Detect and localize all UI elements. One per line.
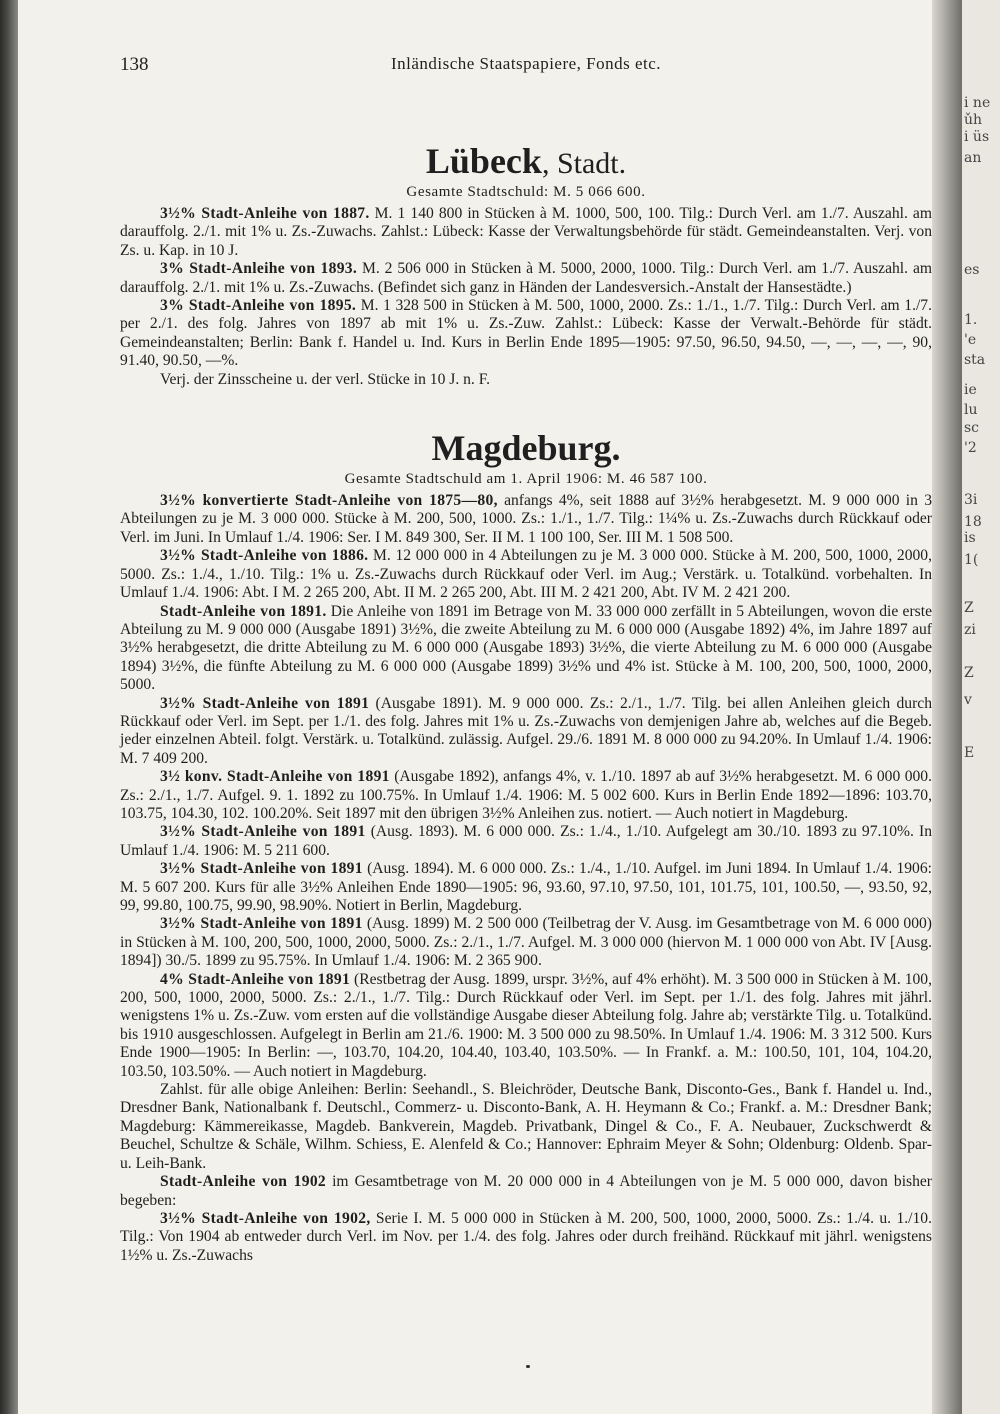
- loan-details: (Ausgabe 1891). M. 9 000 000. Zs.: 2./1., 1./7. Tilg. bei allen Anleihen gleich durch Rückkauf oder Verl. im Sept. per 1./1. des folg. Jahres mit 1% u. Zs.-Zuwachs von demjenigen Jahre ab, welches auf die Begeb. jeder einzelnen Abteil. folgt. Verstärk. u. Totalkünd. zulässig. Aufgel. 29./6. 1891 M. 8 000 000 zu 94.20%. In Umlauf 1./4. 1906: M. 7 409 200.: [120, 694, 932, 767]
- loan-entry: [120, 1173, 932, 1210]
- city-section: [120, 427, 932, 1265]
- loan-details: im Gesamtbetrage von M. 20 000 000 in 4 Abteilungen von je M. 5 000 000, davon bisher begeben:: [120, 1173, 933, 1209]
- page-gutter-shadow: [932, 0, 962, 1414]
- loan-heading: 3½% Stadt-Anleihe von 1887.: [160, 205, 370, 222]
- page-number: 138: [120, 54, 149, 75]
- loan-details: Verj. der Zinsscheine u. der verl. Stücke in 10 J. n. F.: [160, 370, 491, 388]
- loan-entry: [120, 768, 932, 823]
- facing-page-fragment: sc: [964, 420, 980, 436]
- city-title: [120, 427, 932, 469]
- facing-page-fragment: Z: [964, 600, 974, 616]
- facing-page-fragment: sta: [964, 352, 986, 368]
- loan-heading: 3% Stadt-Anleihe von 1893.: [160, 260, 358, 278]
- facing-page-fragment: 3i: [964, 492, 978, 508]
- facing-page-fragment: 18: [964, 514, 982, 530]
- print-mark: [526, 1365, 530, 1368]
- running-head: Inländische Staatspapiere, Fonds etc.: [390, 54, 662, 73]
- loan-details: M. 1 328 500 in Stücken à M. 500, 1000, 2000. Zs.: 1./1., 1./7. Tilg.: Durch Verl. am 1./7. per 2./1. des folg. Jahres von 1897 ab mit 1% u. Zs.-Zuw. Zahlst.: Lübeck: Kasse der Verwalt.-Behörde für städt. Gemeindeanstalten; Berlin: Bank f. Handel u. Ind. Kurs in Berlin Ende 1895—1905: 97.50, 96.50, 94.50, —, —, —, —, 90, 91.40, 90.50, —%.: [120, 297, 932, 370]
- loan-entry: [120, 260, 932, 297]
- loan-entry: [120, 860, 932, 915]
- total-debt-line: Gesamte Stadtschuld am 1. April 1906: M. 46 587 100.: [344, 471, 708, 488]
- facing-page-fragment: 'e: [964, 332, 977, 348]
- facing-page-fragment: '2: [964, 440, 977, 456]
- loan-heading: 3½% Stadt-Anleihe von 1891: [160, 860, 363, 878]
- loan-heading: 3% Stadt-Anleihe von 1895.: [160, 297, 357, 315]
- city-suffix: , Stadt.: [541, 147, 627, 180]
- loan-details: Die Anleihe von 1891 im Betrage von M. 33 000 000 zerfällt in 5 Abteilungen, wovon die erste Abteilung zu M. 9 000 000 (Ausgabe 1891) 3½%, die zweite Abteilung zu M. 6 000 000 (Ausgabe 1892) 4%, im Jahre 1897 auf 3½% herabgesetzt, die dritte Abteilung zu M. 6 000 000 (Ausgabe 1893) 3½%, die vierte Abteilung zu M. 6 000 000 (Ausgabe 1894) 3½%, die fünfte Abteilung zu M. 6 000 000 (Ausgabe 1899) 3½% und 4% ist. Stücke à M. 100, 200, 500, 1000, 2000, 5000.: [120, 602, 932, 694]
- loan-details: Serie I. M. 5 000 000 in Stücken à M. 200, 500, 1000, 2000, 5000. Zs.: 1./4. u. 1./10. Tilg.: Von 1904 ab entweder durch Verl. im Nov. per 1./4. des folg. Jahres oder durch freihänd. Rückkauf mit jährl. wenigstens 1½% u. Zs.-Zuwachs: [120, 1209, 932, 1264]
- loan-heading: 3½% Stadt-Anleihe von 1886.: [160, 547, 369, 565]
- loan-details: (Ausg. 1899) M. 2 500 000 (Teilbetrag der V. Ausg. im Gesamtbetrage von M. 6 000 000) in Stücken à M. 100, 200, 500, 1000, 2000, 5000. Zs.: 2./1., 1./7. Aufgel. M. 3 000 000 (hiervon M. 1 000 000 von Abt. IV [Ausg. 1894]) 30./5. 1899 zu 95.75%. In Umlauf 1./4. 1906: M. 2 365 900.: [120, 915, 932, 970]
- loan-heading: 4% Stadt-Anleihe von 1891: [160, 970, 351, 988]
- loan-heading: 3½% konvertierte Stadt-Anleihe von 1875—80,: [160, 492, 498, 510]
- loan-details: Zahlst. für alle obige Anleihen: Berlin: Seehandl., S. Bleichröder, Deutsche Bank, Disconto-Ges., Bank f. Handel u. Ind., Dresdner Bank, Nationalbank f. Deutschl., Commerz- u. Disconto-Bank, A. H. Heymann & Co.; Frankf. a. M.: Dresdner Bank; Magdeburg: Kämmereikasse, Magdeb. Bankverein, Magdeb. Privatbank, Dingel & Co., F. A. Neubauer, Zuckschwerdt & Beuchel, Schultze & Schäle, Wilhm. Schiess, E. Alenfeld & Co.; Hannover: Ephraim Meyer & Sohn; Oldenburg: Oldenb. Spar- u. Leih-Bank.: [120, 1081, 932, 1172]
- facing-page-fragment: zi: [964, 622, 976, 638]
- loan-entry: [120, 603, 932, 695]
- loan-details: M. 2 506 000 in Stücken à M. 5000, 2000, 1000. Tilg.: Durch Verl. am 1./7. Auszahl. am darauffolg. 2./1. mit 1% u. Zs.-Zuwachs. (Befindet sich ganz in Händen der Landesversich.-Anstalt der Hansestädte.): [120, 260, 932, 296]
- loan-heading: Stadt-Anleihe von 1902: [160, 1173, 327, 1191]
- loan-entry: [120, 1081, 932, 1173]
- facing-page-fragment: ǔh: [964, 112, 983, 128]
- loan-details: anfangs 4%, seit 1888 auf 3½% herabgesetzt. M. 9 000 000 in 3 Abteilungen zu je M. 3 000 000. Stücke à M. 200, 500, 1000. Zs.: 1./1., 1./7. Tilg.: 1¼% u. Zs.-Zuwachs durch Rückkauf oder Verl. im Juni. In Umlauf 1./4. 1906: Ser. I M. 849 300, Ser. II M. 1 100 100, Ser. III M. 1 508 500.: [120, 492, 933, 546]
- facing-page-fragment: es: [964, 262, 980, 278]
- loan-entry: [120, 297, 932, 371]
- facing-page-fragment: ie: [964, 382, 977, 398]
- facing-page-fragment: Z: [964, 665, 974, 681]
- loan-details: M. 12 000 000 in 4 Abteilungen zu je M. 3 000 000. Stücke à M. 200, 500, 1000, 2000, 5000. Zs.: 1./4., 1./10. Tilg.: 1% u. Zs.-Zuwachs durch Rückkauf oder Verl. im Aug.; Verstärk. u. Totalkünd. vorbehalten. In Umlauf 1./4. 1906: Abt. I M. 2 265 200, Abt. II M. 2 265 200, Abt. III M. 2 421 200, Abt. IV M. 2 421 200.: [120, 547, 932, 602]
- loan-details: (Restbetrag der Ausg. 1899, urspr. 3½%, auf 4% erhöht). M. 3 500 000 in Stücken à M. 100, 200, 500, 1000, 2000, 5000. Zs.: 2./1., 1./7. Tilg.: Durch Rückkauf oder Verl. im Sept. per 1./1. des folg. Jahres mit jährl. wenigstens 1% u. Zs.-Zuw. vom ersten auf die vollständige Ausgabe dieser Abteilung folg. Jahre ab; verstärkte Tilg. u. Totalkünd. bis 1910 ausgeschlossen. Aufgelegt in Berlin am 21./6. 1900: M. 3 500 000 zu 98.50%. In Umlauf 1./4. 1906: M. 3 312 500. Kurs Ende 1900—1905: In Berlin: —, 103.70, 104.20, 104.40, 103.40, 103.50%. — In Frankf. a. M.: 100.50, 101, 104, 104.20, 103.50, 103.50%. — Auch notiert in Magdeburg.: [120, 970, 932, 1080]
- city-section: [120, 140, 932, 389]
- loan-heading: 3½% Stadt-Anleihe von 1891: [160, 694, 370, 712]
- facing-page-fragment: v: [964, 692, 972, 708]
- loan-entry: [120, 547, 932, 602]
- facing-page-strip: [962, 0, 1000, 1414]
- loan-entry: [120, 695, 932, 769]
- loan-heading: 3½% Stadt-Anleihe von 1891: [160, 915, 363, 933]
- loan-heading: Stadt-Anleihe von 1891.: [160, 602, 327, 620]
- loan-details: (Ausg. 1893). M. 6 000 000. Zs.: 1./4., 1./10. Aufgelegt am 30./10. 1893 zu 97.10%. In Umlauf 1./4. 1906: M. 5 211 600.: [120, 823, 932, 859]
- loan-details: (Ausg. 1894). M. 6 000 000. Zs.: 1./4., 1./10. Aufgel. im Juni 1894. In Umlauf 1./4. 1906: M. 5 607 200. Kurs für alle 3½% Anleihen Ende 1890—1905: 96, 93.60, 97.10, 97.50, 101, 101.75, 101, 100.50, —, 93.50, 92, 99, 99.80, 100.75, 99.90, 98.90%. Notiert in Berlin, Magdeburg.: [120, 860, 932, 914]
- city-title: [120, 140, 932, 182]
- loan-details: M. 1 140 800 in Stücken à M. 1000, 500, 100. Tilg.: Durch Verl. am 1./7. Auszahl. am darauffolg. 2./1. mit 1% u. Zs.-Zuwachs. Zahlst.: Lübeck: Kasse der Verwaltungsbehörde für städt. Gemeindeanstalten. Verj. von Zs. u. Kap. in 10 J.: [120, 205, 932, 259]
- book-binding-edge: [0, 0, 18, 1414]
- loan-heading: 3½% Stadt-Anleihe von 1902,: [160, 1209, 371, 1227]
- facing-page-fragment: is: [964, 530, 976, 546]
- city-name: Magdeburg.: [431, 428, 621, 469]
- total-debt-line: Gesamte Stadtschuld: M. 5 066 600.: [406, 184, 646, 200]
- facing-page-fragment: i ne: [964, 95, 991, 111]
- facing-page-fragment: E: [964, 745, 975, 761]
- facing-page-fragment: 1(: [964, 552, 979, 568]
- loan-entry: [120, 1210, 932, 1265]
- loan-entry: [120, 371, 932, 389]
- page-body: [120, 50, 932, 1265]
- page-header: [120, 50, 932, 84]
- facing-page-fragment: lu: [964, 402, 978, 418]
- loan-heading: 3½ konv. Stadt-Anleihe von 1891: [160, 768, 390, 786]
- loan-entry: [120, 971, 932, 1081]
- sections-container: [120, 140, 932, 1265]
- loan-heading: 3½% Stadt-Anleihe von 1891: [160, 823, 366, 841]
- facing-page-fragment: i üs: [964, 129, 990, 145]
- facing-page-fragment: an: [964, 150, 982, 166]
- loan-entry: [120, 492, 932, 547]
- loan-entry: [120, 205, 932, 260]
- loan-entry: [120, 823, 932, 860]
- facing-page-fragment: 1.: [964, 312, 978, 328]
- loan-details: (Ausgabe 1892), anfangs 4%, v. 1./10. 1897 ab auf 3½% herabgesetzt. M. 6 000 000. Zs.: 2./1., 1./7. Aufgel. 9. 1. 1892 zu 100.75%. In Umlauf 1./4. 1906: M. 5 002 600. Kurs in Berlin Ende 1892—1896: 103.70, 103.75, 104.30, 102. 100.20%. Seit 1897 mit den übrigen 3½% Anleihen zus. notiert. — Auch notiert in Magdeburg.: [120, 768, 932, 822]
- city-name: Lübeck: [425, 141, 542, 181]
- loan-entry: [120, 915, 932, 970]
